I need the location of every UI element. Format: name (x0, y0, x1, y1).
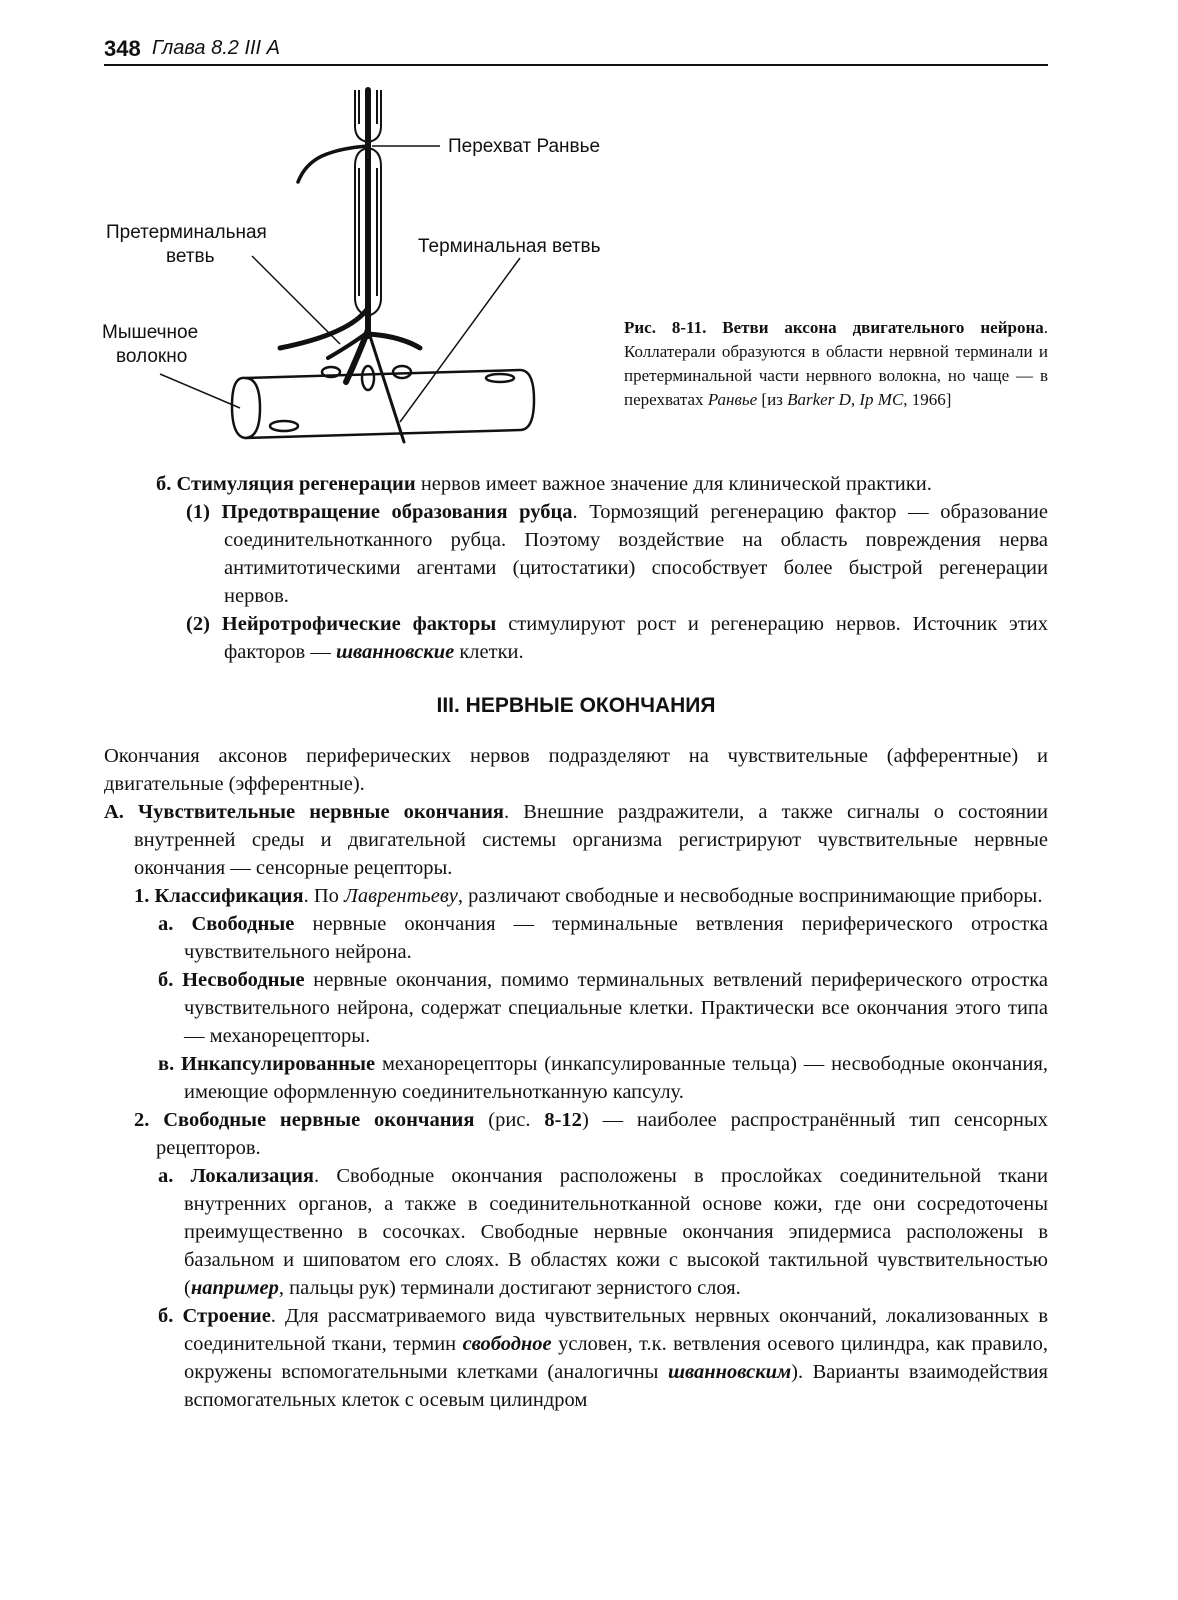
n1-bold: Классификация (154, 885, 304, 907)
item-1c (158, 1050, 1048, 1106)
n1b-text: нервные окончания, помимо терминальных ветвлений периферического отростка чувствительного нейрона, содержат специальные клетки. Практически все окончания этого типа — механорецепторы. (184, 969, 1048, 1047)
A-label: А. (104, 801, 124, 823)
caption-source-open: [из (757, 390, 788, 409)
n1-text-a: . По (303, 885, 345, 907)
figure-caption (624, 316, 1048, 412)
n2-label: 2. (134, 1109, 150, 1131)
n2b-label: б. (158, 1305, 174, 1327)
n2b-text-a: . Для рассматриваемого вида чувствительных нервных окончаний, локализованных в соединительной ткани, термин (184, 1305, 1049, 1355)
item-2b (158, 1302, 1048, 1414)
caption-name: Ранвье (707, 390, 758, 409)
regeneration-item-2 (186, 610, 1048, 666)
item2-bold: Нейротрофические факторы (221, 613, 497, 635)
n1a-label: а. (158, 913, 174, 935)
label-preterminal-2: ветвь (166, 246, 215, 267)
section-title: III. НЕРВНЫЕ ОКОНЧАНИЯ (436, 694, 716, 717)
body-text (104, 470, 1048, 1414)
caption-source-authors: Barker D, Ip MC (787, 390, 904, 409)
item2-end: клетки. (454, 641, 524, 663)
n2-text-b: ) — наиболее распространённый тип сенсорных рецепторов. (156, 1109, 1048, 1159)
item-1b (158, 966, 1048, 1050)
n2b-emph-1: свободное (462, 1333, 552, 1355)
item-2a (158, 1162, 1048, 1302)
item2-text: стимулируют рост и регенерацию нервов. Источник этих факторов — (224, 613, 1049, 663)
n2-ref: 8-12 (544, 1109, 582, 1131)
n1-text-b: , различают свободные и несвободные воспринимающие приборы. (457, 885, 1043, 907)
caption-title: Ветви аксона двигательного нейрона (722, 318, 1044, 337)
regeneration-text: нервов имеет важное значение для клинической практики. (415, 473, 932, 495)
n2-bold: Свободные нервные окончания (163, 1109, 475, 1131)
n1b-bold: Несвободные (182, 969, 305, 991)
n2a-bold: Локализация (190, 1165, 315, 1187)
item-A (104, 798, 1048, 882)
A-text: . Внешние раздражители, а также сигналы о состоянии внутренней среды и двигательной системы организма регистрируют чувствительные нервные окончания — сенсорные рецепторы. (134, 801, 1048, 879)
section-intro: Окончания аксонов периферических нервов подразделяют на чувствительные (афферентные) и двигательные (эфферентные). (104, 745, 1048, 795)
n1-label: 1. (134, 885, 150, 907)
label-muscle-1: Мышечное (102, 322, 199, 343)
label-ranvier: Перехват Ранвье (448, 136, 601, 157)
label-muscle-2: волокно (116, 346, 188, 367)
n2a-emph: например (190, 1277, 279, 1299)
label-terminal: Терминальная ветвь (418, 236, 601, 257)
item-2 (134, 1106, 1048, 1162)
label-b: б. (156, 473, 172, 495)
item2-num: (2) (186, 613, 210, 635)
running-header (104, 34, 1048, 66)
regeneration-item-1 (186, 498, 1048, 610)
item1-bold: Предотвращение образования рубца (221, 501, 573, 523)
n1a-text: нервные окончания — терминальные ветвления периферического отростка чувствительного нейрона. (184, 913, 1048, 963)
n2a-text-a: . Свободные окончания расположены в прослойках соединительной ткани внутренних органов, а также в соединительнотканной основе кожи, где они сосредоточены преимущественно в сосочках. Свободные нервные окончания эпидермиса расположены в базальном и шиповатом его слоях. В областях кожи с высокой тактильной чувствительностью ( (184, 1165, 1048, 1299)
caption-source-close: , 1966] (903, 390, 952, 409)
n1c-bold: Инкапсулированные (181, 1053, 376, 1075)
leader-lines (160, 146, 520, 422)
chapter-title: Глава 8.2 III А (152, 37, 281, 59)
n2b-text-b: условен, т.к. ветвления осевого цилиндра, как правило, окружены вспомогательными клетками (аналогичны (184, 1333, 1048, 1383)
n1-italic: Лаврентьеву (344, 885, 458, 907)
item-1 (134, 882, 1048, 910)
n1c-label: в. (158, 1053, 175, 1075)
n2b-bold: Строение (182, 1305, 271, 1327)
figure-axon-branches (100, 86, 660, 466)
n2b-emph-2: шванновским (667, 1361, 792, 1383)
n1a-bold: Свободные (191, 913, 295, 935)
A-bold: Чувствительные нервные окончания (138, 801, 505, 823)
regeneration-bold: Стимуляция регенерации (176, 473, 416, 495)
regeneration-paragraph (156, 470, 1048, 498)
n2-text-a: (рис. (474, 1109, 545, 1131)
n2b-text-c: ). Варианты взаимодействия вспомогательных клеток с осевым цилиндром (184, 1361, 1048, 1411)
item2-emph: шванновские (335, 641, 455, 663)
label-preterminal-1: Претерминальная (106, 222, 267, 243)
caption-text: . Коллатерали образуются в области нервной терминали и претерминальной части нервного волокна, но чаще — в перехватах (624, 318, 1048, 409)
item-1a (158, 910, 1048, 966)
n1c-text: механорецепторы (инкапсулированные тельца) — несвободные окончания, имеющие оформленную соединительнотканную капсулу. (184, 1053, 1049, 1103)
caption-lead: Рис. 8-11. (624, 318, 707, 337)
axon-shape (280, 90, 420, 442)
item1-text: . Тормозящий регенерацию фактор — образование соединительнотканного рубца. Поэтому воздействие на область повреждения нерва антимитотическими агентами (цитостатики) способствует более быстрой регенерации нервов. (224, 501, 1048, 607)
axon-diagram (100, 86, 660, 466)
n2a-text-b: , пальцы рук) терминали достигают зернистого слоя. (278, 1277, 741, 1299)
item1-num: (1) (186, 501, 210, 523)
n1b-label: б. (158, 969, 174, 991)
n2a-label: а. (158, 1165, 174, 1187)
page-number: 348 (104, 36, 141, 61)
